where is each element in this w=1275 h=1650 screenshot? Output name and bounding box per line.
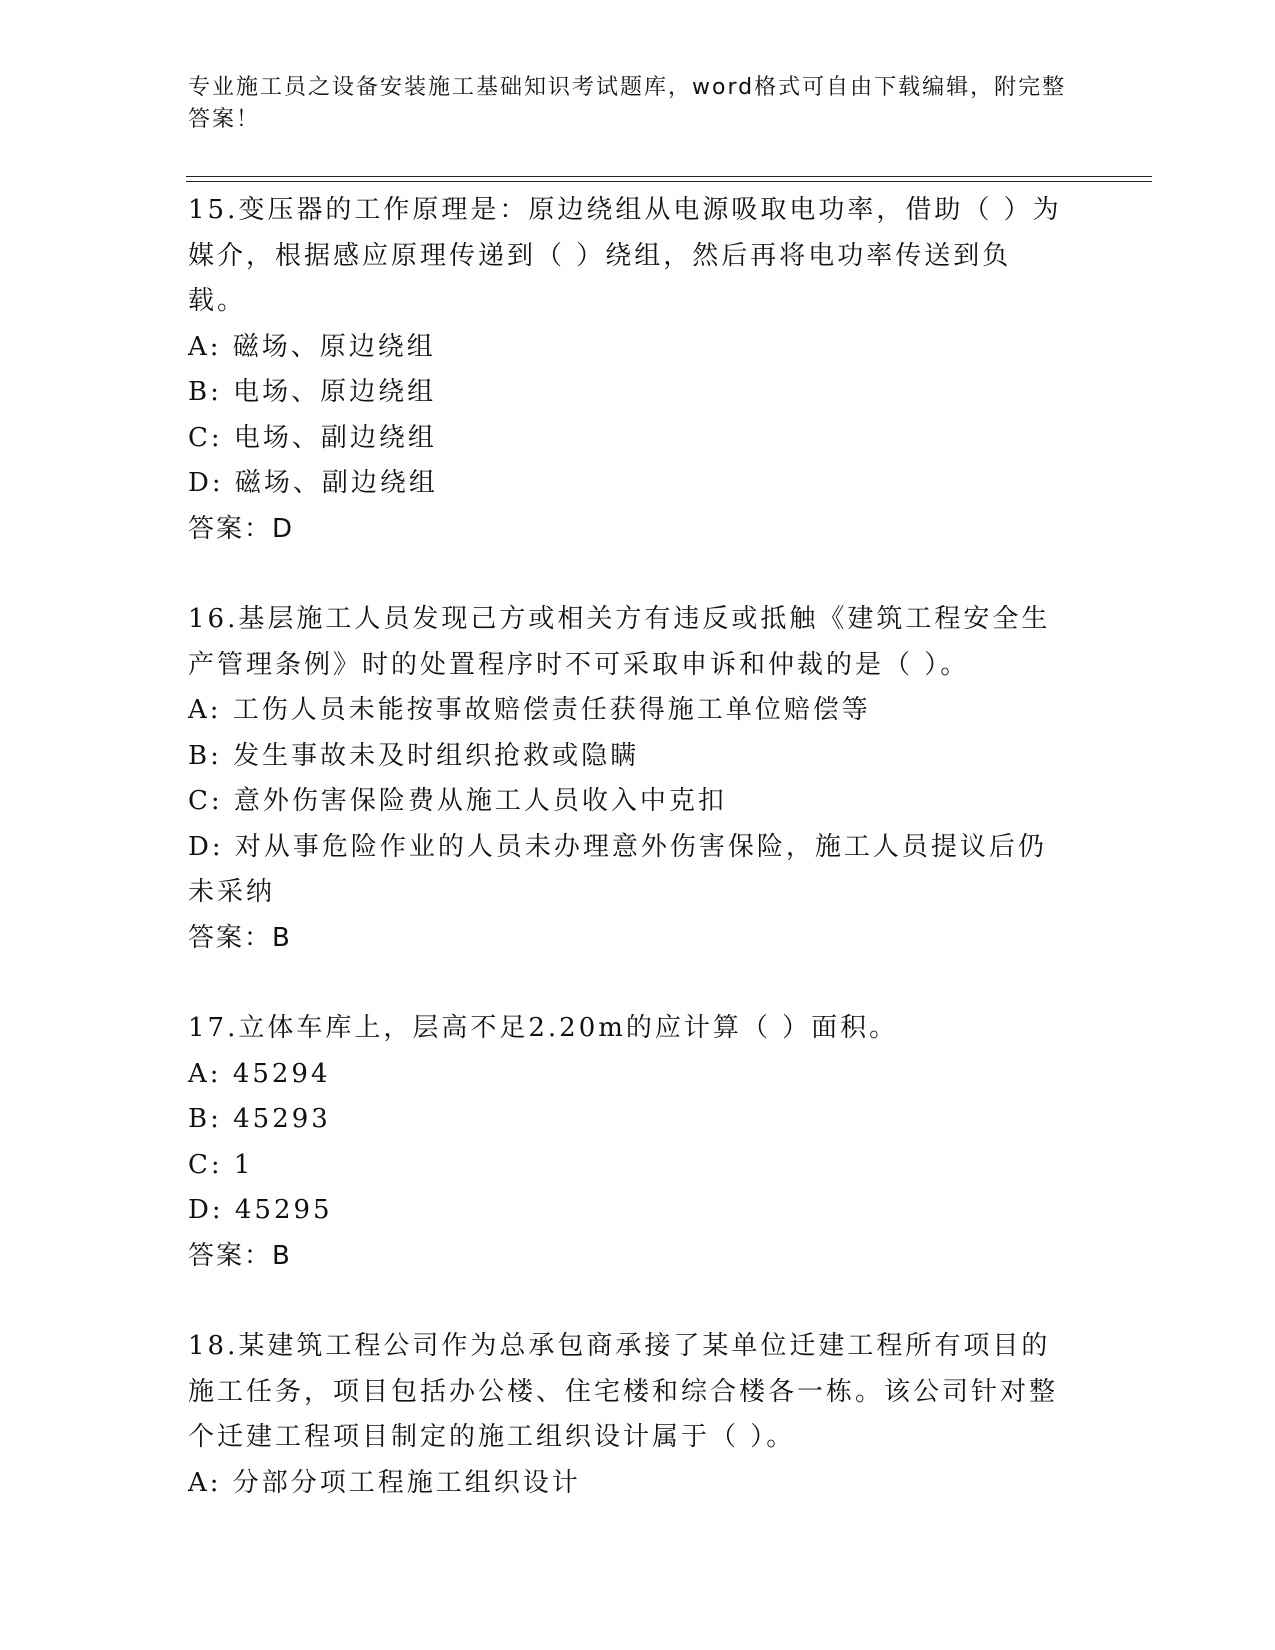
- option-a: A: 45294: [188, 1058, 331, 1089]
- option-c: C: 意外伤害保险费从施工人员收入中克扣: [188, 786, 727, 816]
- question-text: 16.基层施工人员发现己方或相关方有违反或抵触《建筑工程安全生产管理条例》时的处置程序时不可采取申诉和仲裁的是（ ）。: [188, 604, 1051, 680]
- option-d: D: 对从事危险作业的人员未办理意外伤害保险，施工人员提议后仍未采纳: [188, 831, 1047, 907]
- option-b: B: 发生事故未及时组织抢救或隐瞒: [188, 740, 640, 771]
- answer: 答案：D: [188, 513, 295, 544]
- option-c: C: 1: [188, 1149, 254, 1180]
- option-a: A: 磁场、原边绕组: [188, 331, 436, 362]
- question-list: [188, 188, 1068, 1551]
- option-c: C: 电场、副边绕组: [188, 422, 437, 453]
- question-18: [188, 1324, 1068, 1506]
- question-text: 18.某建筑工程公司作为总承包商承接了某单位迁建工程所有项目的施工任务，项目包括办公楼、住宅楼和综合楼各一栋。该公司针对整个迁建工程项目制定的施工组织设计属于（ ）。: [188, 1331, 1059, 1452]
- document-header: [188, 72, 1068, 136]
- question-16: [188, 597, 1068, 961]
- question-15: [188, 188, 1068, 552]
- option-b: B: 电场、原边绕组: [188, 377, 437, 407]
- question-text: 17.立体车库上，层高不足2.20m的应计算（ ）面积。: [188, 1013, 899, 1043]
- header-text: 专业施工员之设备安装施工基础知识考试题库，word格式可自由下载编辑，附完整答案！: [188, 75, 1067, 132]
- answer: 答案：B: [188, 1240, 292, 1271]
- option-d: D: 45295: [188, 1195, 333, 1225]
- option-a: A: 分部分项工程施工组织设计: [188, 1467, 581, 1498]
- header-rule-bottom: [186, 181, 1152, 182]
- answer: 答案：B: [188, 922, 292, 953]
- header-rule-top: [186, 176, 1152, 177]
- option-d: D: 磁场、副边绕组: [188, 468, 438, 498]
- question-text: 15.变压器的工作原理是：原边绕组从电源吸取电功率，借助（ ）为媒介，根据感应原理传递到（ ）绕组，然后再将电功率传送到负载。: [188, 195, 1062, 316]
- option-b: B: 45293: [188, 1104, 331, 1134]
- question-17: [188, 1006, 1068, 1279]
- option-a: A: 工伤人员未能按事故赔偿责任获得施工单位赔偿等: [188, 695, 871, 725]
